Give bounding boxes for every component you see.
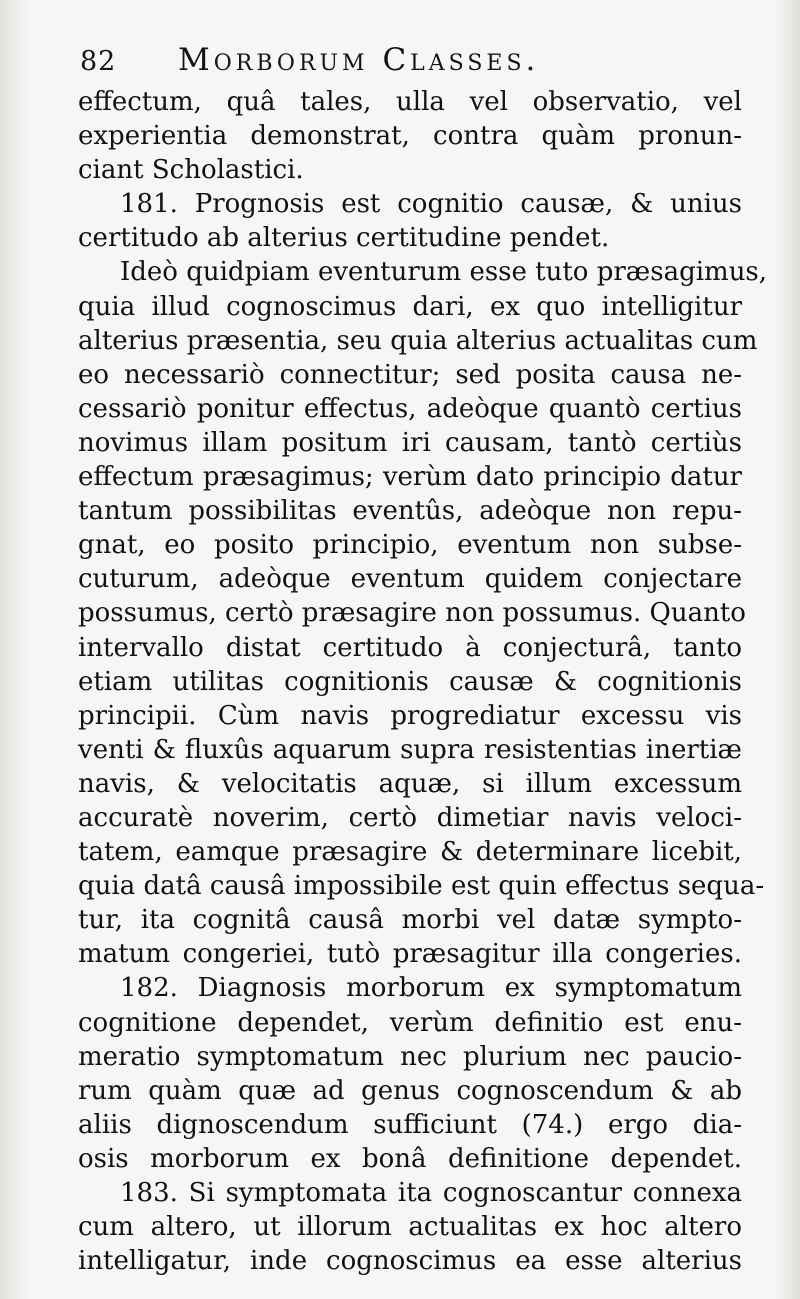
text-line: cognitione dependet, verùm definitio est enu- [78,1007,742,1038]
text-line: certitudo ab alterius certitudine pendet. [78,223,610,254]
paragraph-start: Ideò quidpiam eventurum esse tuto præsagimus, [120,257,768,288]
text-line: aliis dignoscendum sufficiunt (74.) ergo dia- [78,1109,742,1140]
paragraph-181-start: 181. Prognosis est cognitio causæ, & unius [120,189,742,220]
text-line: intervallo distat certitudo à conjecturâ, tanto [78,632,742,663]
text-line: principii. Cùm navis progrediatur excessu vis [78,700,742,731]
page-header [80,42,760,90]
text-line: meratio symptomatum nec plurium nec paucio- [78,1041,742,1072]
text-line: rum quàm quæ ad genus cognoscendum & ab [78,1075,742,1106]
text-line: matum congeriei, tutò præsagitur illa congeries. [78,939,742,970]
text-line: effectum, quâ tales, ulla vel observatio, vel [78,87,742,117]
text-line: tantum possibilitas eventûs, adeòque non repu- [78,496,742,527]
text-line: tur, ita cognitâ causâ morbi vel datæ sympto- [78,905,742,936]
body-text [78,85,768,1278]
text-line: intelligatur, inde cognoscimus ea esse alterius [78,1246,742,1277]
text-line: cuturum, adeòque eventum quidem conjectare [78,564,742,595]
text-line: etiam utilitas cognitionis causæ & cognitionis [78,666,742,697]
text-line: experientia demonstrat, contra quàm pronun- [78,121,742,152]
text-line: eo necessariò connectitur; sed posita causa ne- [78,359,742,390]
text-line: possumus, certò præsagire non possumus. Quanto [78,598,746,629]
page-shadow-right [776,0,800,1299]
paragraph-183-start: 183. Si symptomata ita cognoscantur connexa [120,1178,742,1208]
text-line: alterius præsentia, seu quia alterius actualitas cum [78,325,758,356]
page-number: 82 [80,46,117,77]
text-line: cum altero, ut illorum actualitas ex hoc altero [78,1212,742,1243]
text-line: gnat, eo posito principio, eventum non subse- [78,530,742,561]
text-line: accuratè noverim, certò dimetiar navis veloci- [78,802,742,833]
page-shadow-left [0,0,30,1299]
text-line: cessariò ponitur effectus, adeòque quantò certius [78,393,742,424]
paragraph-182-start: 182. Diagnosis morborum ex symptomatum [120,973,742,1004]
text-line: ciant Scholastici. [78,155,304,186]
text-line: novimus illam positum iri causam, tantò certiùs [78,427,742,458]
text-line: tatem, eamque præsagire & determinare licebit, [78,837,742,868]
text-line: navis, & velocitatis aquæ, si illum excessum [78,768,742,799]
text-line: osis morborum ex bonâ definitione dependet. [78,1143,742,1174]
running-head: Morborum Classes. [178,42,540,78]
text-line: quia datâ causâ impossibile est quin effectus sequa- [78,871,765,902]
text-line: venti & fluxûs aquarum supra resistentias inertiæ [78,734,742,765]
text-line: effectum præsagimus; verùm dato principio datur [78,462,742,493]
text-line: quia illud cognoscimus dari, ex quo intelligitur [78,291,742,322]
